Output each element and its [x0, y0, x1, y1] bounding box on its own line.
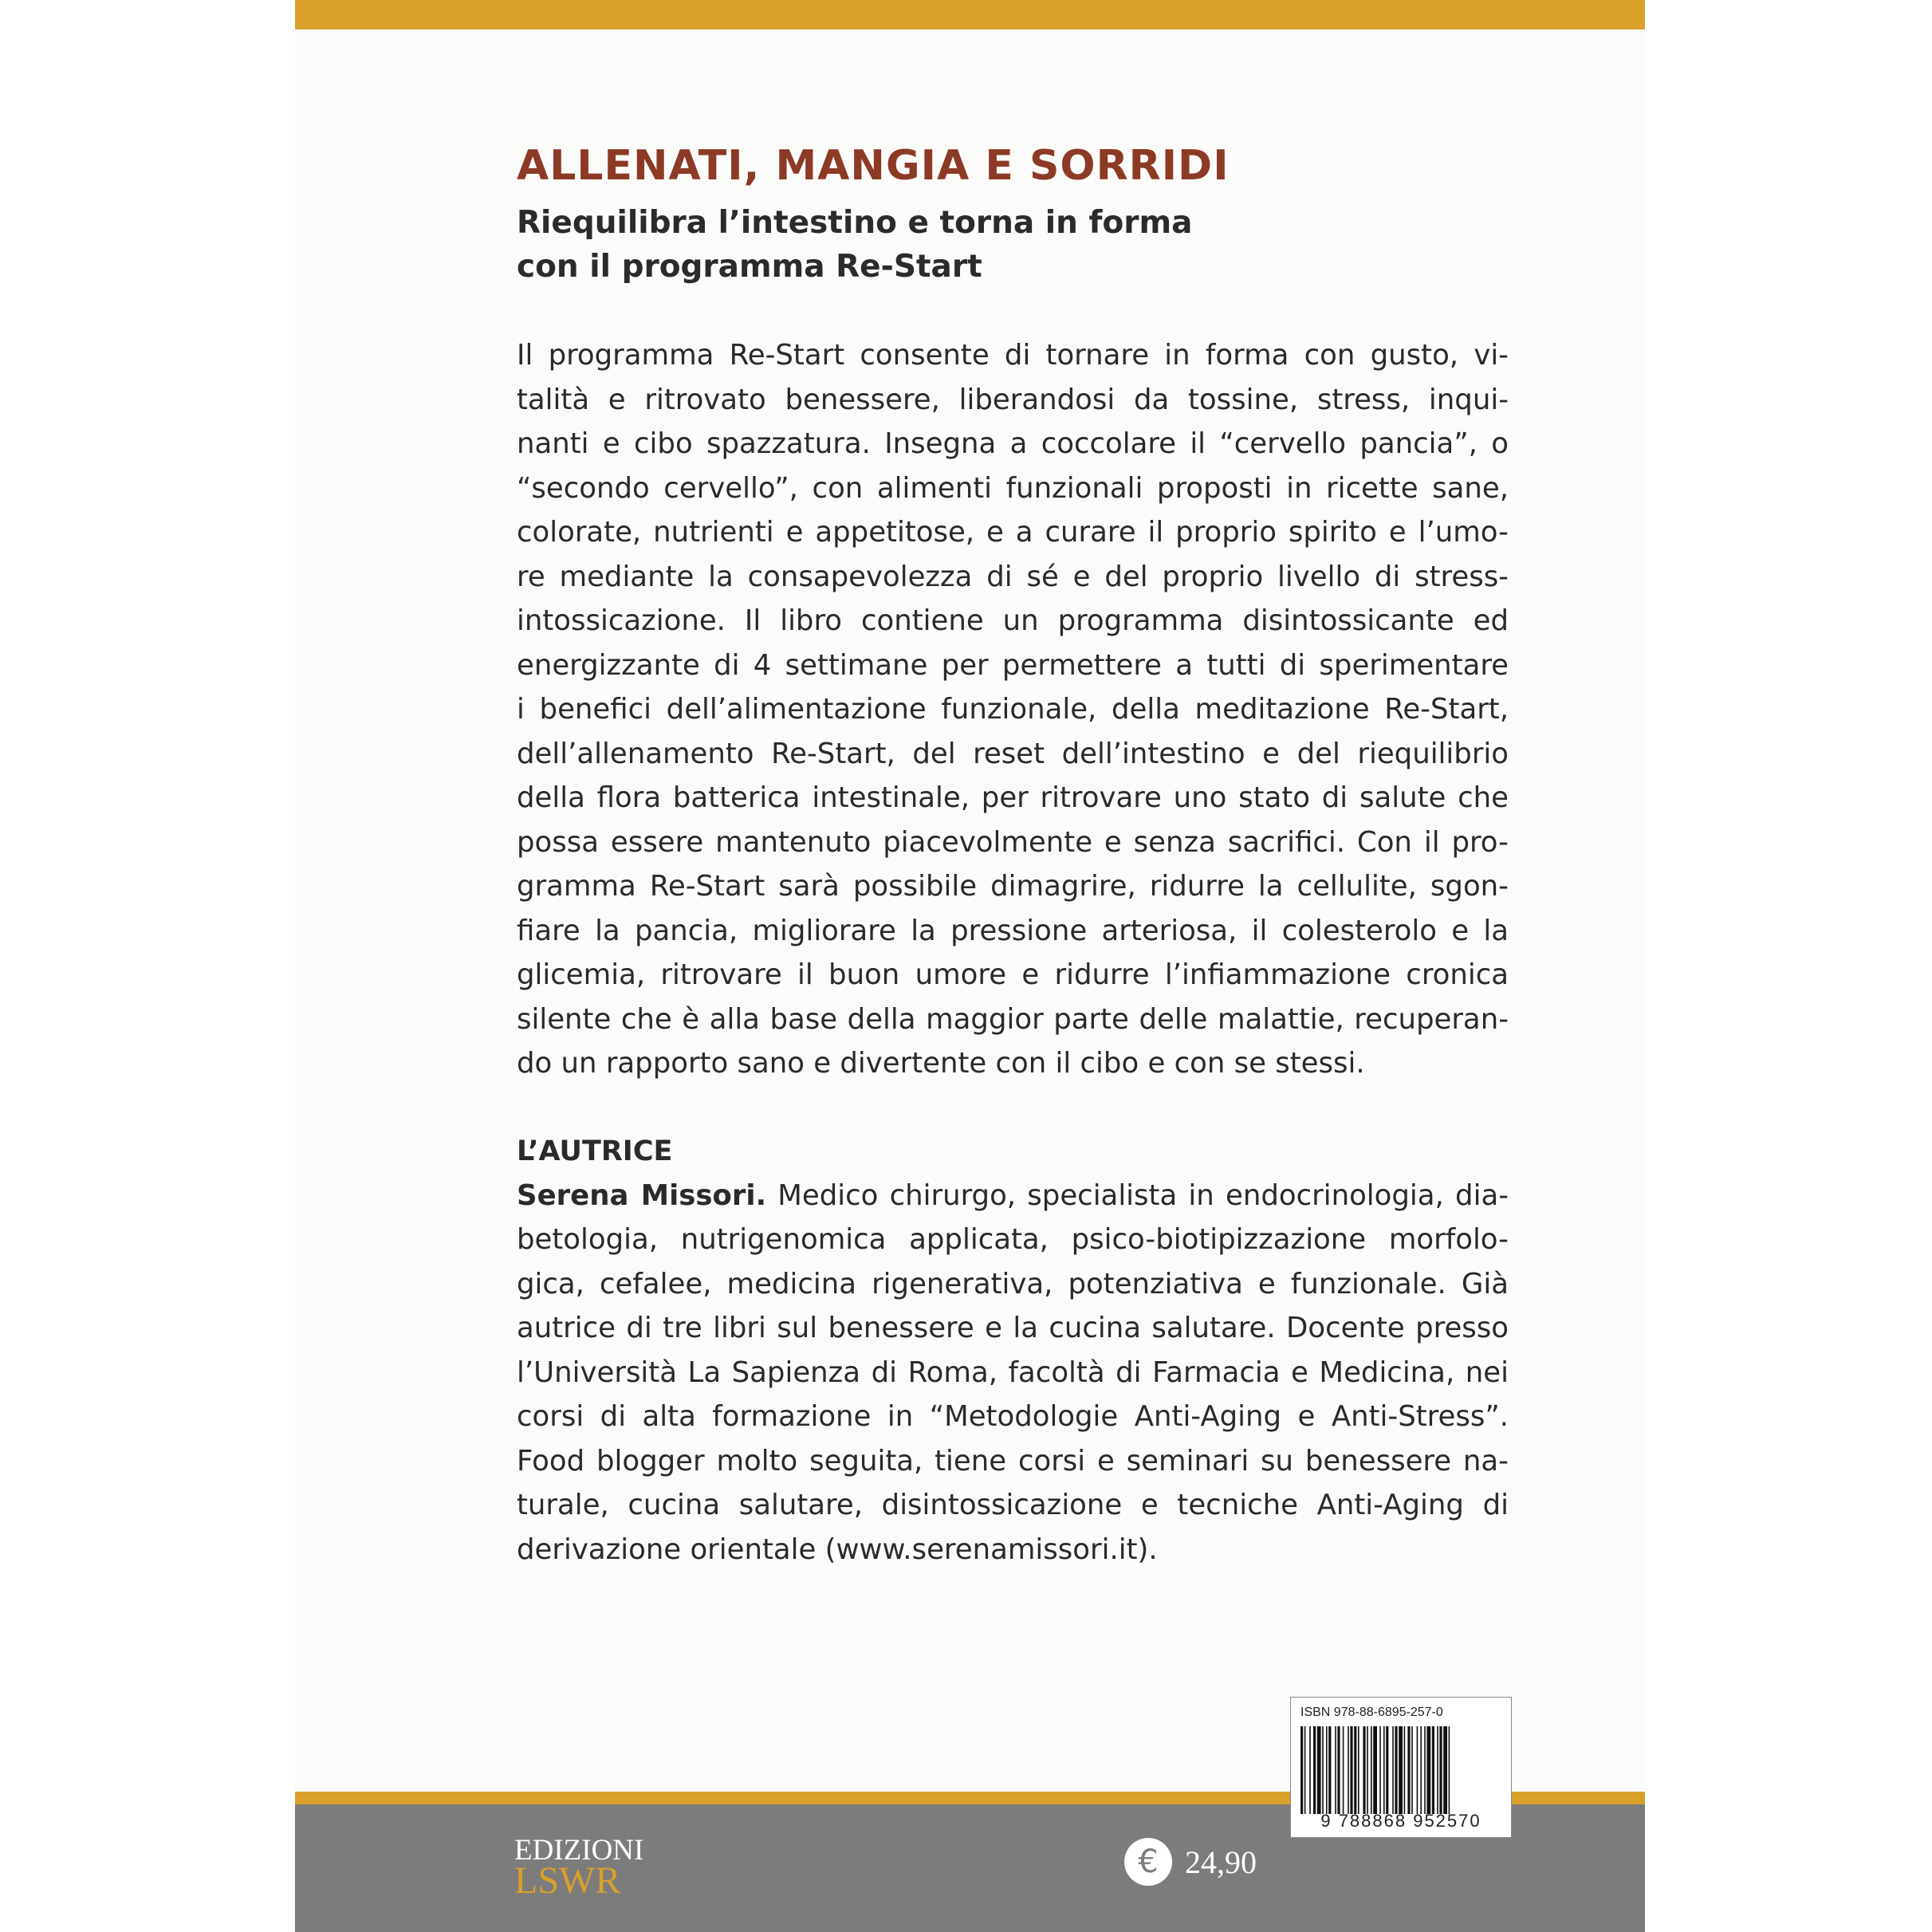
price-tag: [1124, 1836, 1257, 1888]
barcode-digits: 9 788868 952570: [1320, 1811, 1481, 1831]
barcode-icon: [1300, 1726, 1500, 1814]
cover-text-block: [517, 136, 1509, 1572]
description-line: colorate, nutrienti e appetitose, e a curare il proprio spirito e l’umo-: [517, 516, 1509, 549]
author-bio-line: [517, 1174, 1509, 1218]
description-line: nanti e cibo spazzatura. Insegna a coccolare il “cervello pancia”, o: [517, 427, 1509, 460]
author-bio-line: corsi di alta formazione in “Metodologie Anti-Aging e Anti-Stress”.: [517, 1400, 1509, 1433]
author-heading: L’AUTRICE: [517, 1135, 673, 1167]
publisher-logo: [514, 1836, 643, 1900]
author-bio-line: l’Università La Sapienza di Roma, facoltà di Farmacia e Medicina, nei: [517, 1356, 1509, 1389]
isbn-number: ISBN 978-88-6895-257-0: [1300, 1706, 1443, 1719]
description-paragraph: [517, 333, 1509, 1086]
description-line: talità e ritrovato benessere, liberandosi da tossine, stress, inqui-: [517, 383, 1509, 416]
description-line: della flora batterica intestinale, per ritrovare uno stato di salute che: [517, 781, 1509, 814]
description-line: do un rapporto sano e divertente con il cibo e con se stessi.: [517, 1047, 1365, 1080]
description-line: intossicazione. Il libro contiene un programma disintossicante ed: [517, 604, 1509, 637]
publisher-logo-line1: EDIZIONI: [514, 1834, 644, 1867]
publisher-logo-line2: LSWR: [514, 1859, 621, 1902]
book-subtitle: [517, 201, 1509, 289]
author-name: Serena Missori.: [517, 1178, 767, 1212]
description-line: Il programma Re-Start consente di tornare in forma con gusto, vi-: [517, 339, 1509, 372]
description-line: silente che è alla base della maggior parte delle malattie, recuperan-: [517, 1002, 1509, 1036]
author-bio-text: Medico chirurgo, specialista in endocrinologia, dia-: [766, 1178, 1509, 1212]
top-color-band: [295, 0, 1645, 30]
barcode-label: [1290, 1697, 1512, 1838]
description-line: glicemia, ritrovare il buon umore e ridurre l’infiammazione cronica: [517, 958, 1509, 991]
euro-icon: €: [1124, 1838, 1172, 1886]
book-back-cover: [295, 0, 1645, 1932]
subtitle-line: Riequilibra l’intestino e torna in forma: [517, 205, 1193, 241]
description-line: dell’allenamento Re-Start, del reset dell’intestino e del riequilibrio: [517, 737, 1509, 770]
description-line: “secondo cervello”, con alimenti funzionali proposti in ricette sane,: [517, 471, 1509, 505]
author-bio-line: gica, cefalee, medicina rigenerativa, potenziativa e funzionale. Già: [517, 1267, 1509, 1300]
book-title: ALLENATI, MANGIA E SORRIDI: [517, 142, 1230, 190]
description-line: re mediante la consapevolezza di sé e del proprio livello di stress-: [517, 560, 1509, 593]
description-line: gramma Re-Start sarà possibile dimagrire, ridurre la cellulite, sgon-: [517, 870, 1509, 903]
subtitle-line: con il programma Re-Start: [517, 249, 982, 285]
author-bio: [517, 1174, 1509, 1572]
description-line: fiare la pancia, migliorare la pressione arteriosa, il colesterolo e la: [517, 914, 1509, 947]
author-bio-line: turale, cucina salutare, disintossicazione e tecniche Anti-Aging di: [517, 1489, 1509, 1521]
author-bio-line: autrice di tre libri sul benessere e la cucina salutare. Docente presso: [517, 1312, 1509, 1344]
description-line: energizzante di 4 settimane per permettere a tutti di sperimentare: [517, 648, 1509, 682]
author-bio-line: betologia, nutrigenomica applicata, psico-biotipizzazione morfolo-: [517, 1223, 1509, 1256]
price-value: 24,90: [1185, 1843, 1257, 1880]
description-line: i benefici dell’alimentazione funzionale, della meditazione Re-Start,: [517, 693, 1509, 726]
author-bio-line: Food blogger molto seguita, tiene corsi e seminari su benessere na-: [517, 1444, 1509, 1478]
description-line: possa essere mantenuto piacevolmente e senza sacrifici. Con il pro-: [517, 825, 1509, 859]
author-bio-line: derivazione orientale (www.serenamissori.it).: [517, 1533, 1158, 1566]
